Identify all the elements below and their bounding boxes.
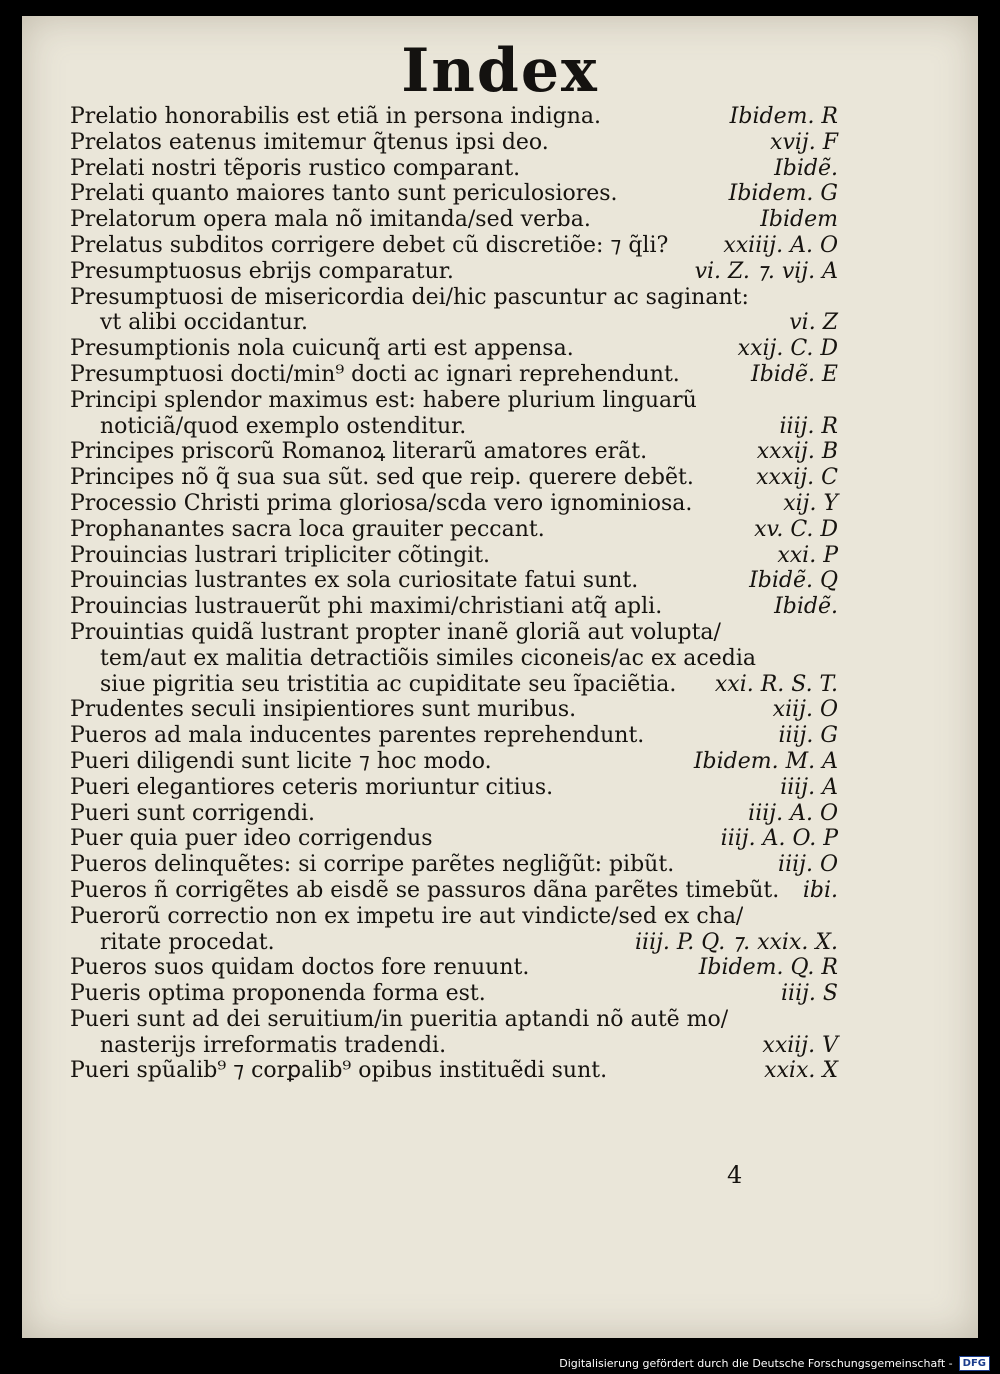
entry-text: Principes priscorũ Romanoꝝ literarũ amatores erãt. — [70, 439, 648, 465]
index-entry — [70, 981, 838, 1007]
entry-reference: Ibidẽ. — [774, 594, 838, 620]
index-entry — [70, 130, 838, 156]
entry-text: Prelati nostri tẽporis rustico comparant. — [70, 155, 521, 181]
entry-text: Puer quia puer ideo corrigendus — [70, 826, 433, 852]
entry-text: Pueri spũalib⁹ ⁊ corꝑalib⁹ opibus instituẽdi sunt. — [70, 1058, 608, 1084]
entry-text: Prudentes seculi insipientiores sunt muribus. — [70, 697, 577, 723]
entry-reference: xiij. O — [772, 697, 838, 723]
entry-reference: Ibidẽ. E — [751, 361, 838, 387]
entry-reference: xxiiij. A. O — [723, 232, 838, 258]
index-entry — [70, 620, 838, 646]
entry-reference: ibi. — [802, 877, 838, 903]
index-entry — [70, 878, 838, 904]
entry-text: Prouintias quidã lustrant propter inanẽ gloriã aut volupta/ — [70, 619, 721, 645]
entry-reference: xxxij. C — [756, 465, 838, 491]
entry-reference: xxix. X — [764, 1058, 838, 1084]
footer-credit-text: Digitalisierung gefördert durch die Deutsche Forschungsgemeinschaft - — [559, 1356, 953, 1370]
entry-reference: iiij. A. O. P — [720, 826, 838, 852]
entry-text: noticiã/quod exemplo ostenditur. — [100, 413, 467, 439]
entry-reference: xxi. P — [777, 542, 838, 568]
dfg-logo: DFG — [959, 1356, 990, 1371]
entry-reference: iiij. P. Q. ⁊. xxix. X. — [635, 929, 838, 955]
index-entry — [70, 207, 838, 233]
entry-text: Presumptuosus ebrijs comparatur. — [70, 258, 454, 284]
entry-reference: xxiij. V — [762, 1032, 838, 1058]
index-entry — [70, 904, 838, 930]
index-entry — [70, 362, 838, 388]
entry-text: ritate procedat. — [100, 929, 275, 955]
entry-text: Prelatio honorabilis est etiã in persona indigna. — [70, 104, 602, 129]
footer-credit — [559, 1355, 990, 1371]
index-entry — [70, 826, 838, 852]
index-entry — [70, 517, 838, 543]
entry-text: siue pigritia seu tristitia ac cupiditate seu ĩpaciẽtia. — [100, 671, 677, 697]
index-entry — [70, 336, 838, 362]
entry-reference: xxxij. B — [756, 439, 838, 465]
index-entry — [70, 852, 838, 878]
index-entry — [70, 491, 838, 517]
entry-reference: vi. Z. ⁊. vij. A — [694, 258, 838, 284]
index-entry — [70, 646, 838, 672]
entry-text: Puerorũ correctio non ex impetu ire aut vindicte/sed ex cha/ — [70, 903, 744, 929]
book-page — [22, 16, 978, 1338]
entry-reference: Ibidem. G — [728, 181, 838, 207]
entry-reference: Ibidem. Q. R — [698, 955, 838, 981]
index-entries — [70, 104, 838, 1084]
page-title: Index — [401, 36, 599, 106]
index-entry — [70, 310, 838, 336]
entry-text: Pueros ad mala inducentes parentes reprehendunt. — [70, 723, 645, 749]
index-entry — [70, 801, 838, 827]
entry-text: Prelati quanto maiores tanto sunt periculosiores. — [70, 181, 618, 207]
entry-reference: iiij. R — [779, 413, 838, 439]
entry-reference: iiij. S — [781, 981, 838, 1007]
entry-text: Pueros ñ corrigẽtes ab eisdẽ se passuros dãna parẽtes timebũt. — [70, 877, 780, 903]
entry-reference: iiij. A — [780, 774, 838, 800]
folio-number: 4 — [727, 1161, 743, 1189]
entry-reference: vi. Z — [789, 310, 838, 336]
index-entry — [70, 259, 838, 285]
entry-text: Prouincias lustrari tripliciter cõtingit. — [70, 542, 491, 568]
index-entry — [70, 181, 838, 207]
index-entry — [70, 749, 838, 775]
entry-text: vt alibi occidantur. — [100, 310, 308, 336]
entry-text: Prelatorum opera mala nõ imitanda/sed verba. — [70, 207, 591, 233]
entry-text: Principes nõ q̃ sua sua sũt. sed que reip. querere debẽt. — [70, 465, 694, 491]
entry-text: Principi splendor maximus est: habere plurium linguarũ — [70, 387, 697, 413]
entry-text: Pueris optima proponenda forma est. — [70, 981, 486, 1007]
entry-text: nasterijs irreformatis tradendi. — [100, 1032, 447, 1058]
entry-reference: xv. C. D — [754, 516, 838, 542]
entry-reference: xij. Y — [783, 490, 838, 516]
entry-reference: iiij. O — [778, 852, 838, 878]
index-entry — [70, 439, 838, 465]
entry-text: Presumptuosi docti/min⁹ docti ac ignari reprehendunt. — [70, 361, 680, 387]
index-entry — [70, 775, 838, 801]
index-entry — [70, 543, 838, 569]
entry-reference: Ibidem. M. A — [693, 748, 838, 774]
entry-reference: iiij. G — [778, 723, 838, 749]
entry-text: Pueros suos quidam doctos fore renuunt. — [70, 955, 530, 981]
entry-reference: xvij. F — [770, 129, 838, 155]
index-entry — [70, 414, 838, 440]
entry-reference: Ibidẽ. Q — [749, 568, 838, 594]
entry-text: Prelatos eatenus imitemur q̃tenus ipsi deo. — [70, 129, 549, 155]
entry-text: Prelatus subditos corrigere debet cũ discretiõe: ⁊ q̃li? — [70, 232, 669, 258]
entry-text: Pueri sunt ad dei seruitium/in pueritia aptandi nõ autẽ mo/ — [70, 1006, 729, 1032]
entry-reference: Ibidẽ. — [774, 155, 838, 181]
index-entry — [70, 285, 838, 311]
index-entry — [70, 594, 838, 620]
entry-text: Prophanantes sacra loca grauiter peccant. — [70, 516, 545, 542]
entry-text: Presumptionis nola cuicunq̃ arti est appensa. — [70, 336, 574, 362]
index-entry — [70, 388, 838, 414]
index-entry — [70, 156, 838, 182]
index-entry — [70, 1033, 838, 1059]
entry-text: Pueri diligendi sunt licite ⁊ hoc modo. — [70, 748, 492, 774]
index-entry — [70, 1058, 838, 1084]
entry-reference: xxi. R. S. T. — [714, 671, 838, 697]
entry-text: Prouincias lustrauerũt phi maximi/christiani atq̃ apl̃i. — [70, 594, 663, 620]
entry-text: Processio Christi prima gloriosa/scd̃a vero ignominiosa. — [70, 490, 693, 516]
entry-text: tem/aut ex malitia detractiõis similes ciconeis/ac ex acedia — [100, 645, 757, 671]
index-entry — [70, 568, 838, 594]
entry-text: Pueri elegantiores ceteris moriuntur citius. — [70, 774, 554, 800]
index-entry — [70, 930, 838, 956]
index-entry — [70, 955, 838, 981]
entry-reference: xxij. C. D — [737, 336, 838, 362]
entry-reference: Ibidem. R — [729, 104, 838, 129]
entry-reference: Ibidem — [760, 207, 838, 233]
entry-text: Pueros delinquẽtes: si corripe parẽtes neglig̃ũt: pibũt. — [70, 852, 675, 878]
index-entry — [70, 697, 838, 723]
entry-text: Presumptuosi de misericordia dei/hic pascuntur ac saginant: — [70, 284, 749, 310]
entry-reference: iiij. A. O — [748, 800, 838, 826]
index-entry — [70, 723, 838, 749]
index-entry — [70, 465, 838, 491]
index-entry — [70, 1007, 838, 1033]
index-entry — [70, 672, 838, 698]
entry-text: Prouincias lustrantes ex sola curiositate fatui sunt. — [70, 568, 639, 594]
index-entry — [70, 104, 838, 130]
entry-text: Pueri sunt corrigendi. — [70, 800, 316, 826]
index-entry — [70, 233, 838, 259]
